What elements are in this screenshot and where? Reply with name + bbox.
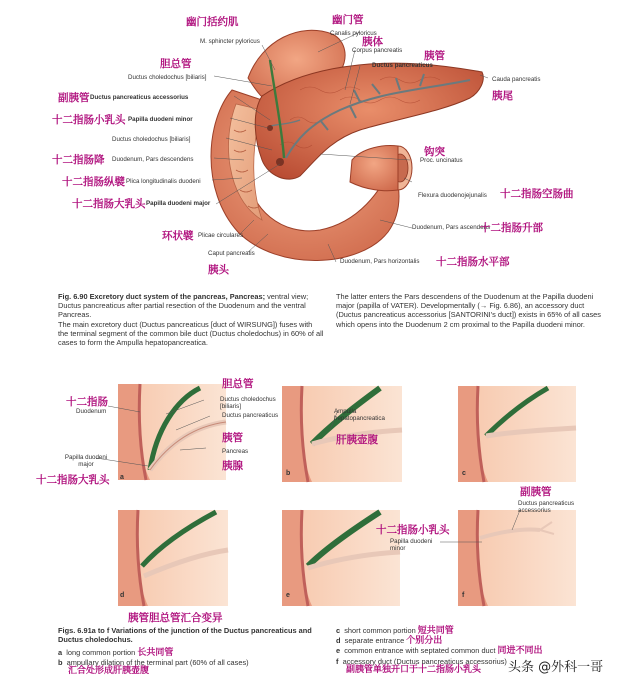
label-horiz-en: Duodenum, Pars horizontalis: [340, 258, 420, 265]
label-bile-en: Ductus choledochus [biliaris]: [128, 74, 207, 81]
label-bile2-en: Ductus choledochus [biliaris]: [112, 136, 191, 143]
panel-letter-f: f: [462, 592, 465, 599]
caption-690-title: Fig. 6.90 Excretory duct system of the pancreas, Pancreas;: [58, 292, 266, 301]
label-acc-cn: 副胰管: [58, 92, 90, 104]
label-91-bile-en: Ductus choledochus [biliaris]: [220, 396, 276, 410]
caption-item-c: c short common portion 短共同管: [336, 626, 454, 636]
label-91-acc-en: Ductus pancreaticus accessorius: [518, 500, 575, 514]
watermark: 头条 @外科一哥: [508, 660, 604, 675]
panel-a: [118, 384, 226, 480]
panel-letter-e: e: [286, 592, 290, 599]
label-minor-cn: 十二指肠小乳头: [52, 114, 126, 126]
panel-f: [458, 510, 576, 606]
label-uncinate-en: Proc. uncinatus: [420, 157, 463, 164]
label-91-ampulla-cn: 肝胰壶腹: [336, 434, 378, 446]
label-minor-en: Papilla duodeni minor: [128, 116, 193, 123]
caption-690-right: The latter enters the Pars descendens of the Duodenum at the Papilla duodeni major (papilla of VATER). Developmentally (→ Fig. 6.86), an accessory duct (Ductus pancreaticus accessorius [SANTORINI's duct]) exists in 65% of all cases which opens into the Duodenum 2 cm proximal to the Papilla duodeni minor.: [336, 292, 601, 329]
label-head-cn: 胰头: [208, 264, 229, 276]
label-pylorus-cn: 幽门管: [332, 14, 364, 26]
label-body-en: Corpus pancreatis: [352, 47, 403, 54]
caption-item-a: a long common portion 长共同管: [58, 648, 174, 658]
label-91-duod-cn: 十二指肠: [66, 396, 108, 408]
label-flexura-en: Flexura duodenojejunalis: [418, 192, 487, 199]
caption-item-f: f accessory duct (Ductus pancreaticus accessorius): [336, 656, 507, 666]
label-91-duct-cn: 胰管: [222, 432, 243, 444]
label-flexura-cn: 十二指肠空肠曲: [500, 188, 574, 200]
label-acc-en: Ductus pancreaticus accessorius: [90, 94, 189, 101]
caption-691-items-left: [58, 648, 328, 677]
label-variation-cn: 胰管胆总管汇合变异: [128, 612, 223, 624]
label-91-duct-en: Ductus pancreaticus: [222, 412, 279, 419]
caption-item-d: d separate entrance 个别分出: [336, 636, 443, 647]
label-91-bile-cn: 胆总管: [222, 378, 254, 390]
label-uncinate-cn: 钩突: [424, 146, 445, 158]
panel-letter-d: d: [120, 592, 125, 599]
label-head-en: Caput pancreatis: [208, 250, 255, 257]
panel-c: [458, 386, 576, 482]
label-pylorus-en: Canalis pyloricus: [330, 30, 377, 37]
panel-letter-a: a: [120, 474, 124, 481]
label-91-duod-en: Duodenum: [76, 408, 107, 415]
caption-690-left: [58, 292, 324, 347]
label-91-pancreas-en: Pancreas: [222, 448, 249, 455]
caption-item-b: b ampullary dilation of the terminal part (60% of all cases): [58, 658, 249, 668]
label-tail-en: Cauda pancreatis: [492, 76, 541, 83]
label-91-ampulla-en: Ampulla hepatopancreatica: [334, 408, 385, 422]
panel-letter-b: b: [286, 470, 291, 477]
label-91-acc-cn: 副胰管: [520, 486, 552, 498]
label-91-minor-cn: 十二指肠小乳头: [376, 524, 450, 536]
label-major-en: Papilla duodeni major: [146, 200, 211, 207]
label-major-cn: 十二指肠大乳头: [72, 198, 146, 210]
pancreas-illustration: [0, 0, 640, 290]
caption-item-f-cn: 副胰管单独开口于十二指肠小乳头: [346, 664, 482, 675]
caption-691-title: Figs. 6.91a to f Variations of the junction of the Ductus pancreaticus and Ductus choledochus.: [58, 626, 312, 645]
caption-item-b-cn: 汇合处形成肝胰壶腹: [68, 666, 150, 677]
label-desc-cn: 十二指肠降: [52, 154, 105, 166]
label-sphincter-en: M. sphincter pyloricus: [200, 38, 260, 45]
label-tail-cn: 胰尾: [492, 90, 513, 102]
panel-d: [118, 510, 228, 606]
label-desc-en: Duodenum, Pars descendens: [112, 156, 194, 163]
label-circ-cn: 环状襞: [162, 230, 194, 242]
label-91-major-cn: 十二指肠大乳头: [36, 474, 110, 486]
label-plica-cn: 十二指肠纵襞: [62, 176, 125, 188]
label-91-papilla-en: Papilla duodeni major: [64, 454, 108, 468]
caption-690-body: ventral view; Ductus pancreaticus after partial resection of the Duodenum and the ventral Pancreas. The main excretory duct (Ductus pancreaticus [duct of WIRSUNG]) fuses with the terminal segment of the common bile duct (Ductus choledochus) in 60% of all cases to form the Ampulla hepatopancreatica.: [58, 292, 324, 348]
label-asc-en: Duodenum, Pars ascendens: [412, 224, 491, 231]
label-bile-cn: 胆总管: [160, 58, 192, 70]
label-circ-en: Plicae circulares: [198, 232, 244, 239]
label-horiz-cn: 十二指肠水平部: [436, 256, 510, 268]
label-91-pancreas-cn: 胰腺: [222, 460, 243, 472]
label-91-minor-en: Papilla duodeni minor: [390, 538, 433, 552]
label-plica-en: Plica longitudinalis duodeni: [126, 178, 201, 185]
panel-letter-c: c: [462, 470, 466, 477]
label-body-cn: 胰体: [362, 36, 383, 48]
label-sphincter-cn: 幽门括约肌: [186, 16, 239, 28]
label-asc-cn: 十二指肠升部: [480, 222, 543, 234]
caption-item-e: e common entrance with septated common duct 同进不同出: [336, 646, 543, 657]
label-duct-en: Ductus pancreaticus: [372, 62, 433, 69]
label-duct-cn: 胰管: [424, 50, 445, 62]
papilla-major-dot: [276, 158, 284, 166]
